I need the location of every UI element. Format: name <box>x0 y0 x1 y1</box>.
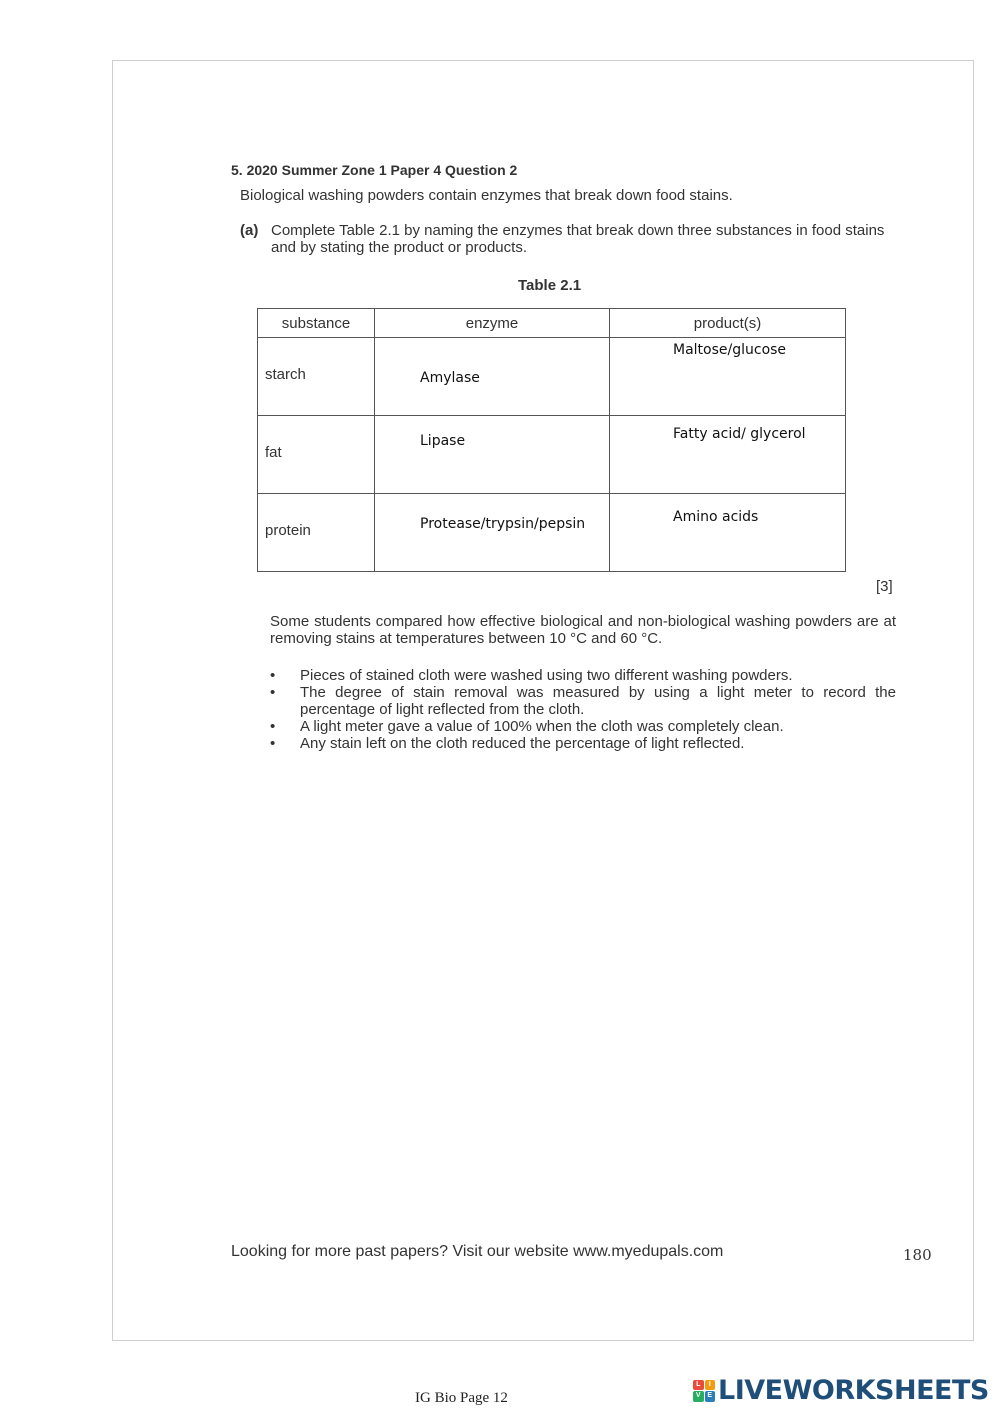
liveworksheets-icon: L I V E <box>693 1380 715 1402</box>
product-answer-cell[interactable] <box>610 338 846 416</box>
table-caption: Table 2.1 <box>518 277 582 294</box>
table-row <box>258 494 846 572</box>
enzyme-answer[interactable]: Amylase <box>420 370 480 386</box>
bullet-icon: • <box>270 718 276 735</box>
list-item: • Any stain left on the cloth reduced the percentage of light reflected. <box>270 735 745 752</box>
page-label: IG Bio Page 12 <box>415 1390 508 1406</box>
product-answer-cell[interactable] <box>610 494 846 572</box>
substance-cell <box>258 494 375 572</box>
header-enzyme: enzyme <box>375 309 610 338</box>
product-answer[interactable]: Fatty acid/ glycerol <box>673 426 806 442</box>
table-row <box>258 416 846 494</box>
question-intro: Biological washing powders contain enzymes that break down food stains. <box>240 187 733 204</box>
header-substance: substance <box>258 309 375 338</box>
substance-text: starch <box>265 366 306 383</box>
list-item: • A light meter gave a value of 100% when the cloth was completely clean. <box>270 718 784 735</box>
list-item: • The degree of stain removal was measured by using a light meter to record the percentage of light reflected from the cloth. <box>270 684 896 718</box>
experiment-paragraph: Some students compared how effective biological and non-biological washing powders are at removing stains at temperatures between 10 °C and 60 °C. <box>270 613 896 647</box>
enzyme-table <box>257 308 846 572</box>
product-answer[interactable]: Maltose/glucose <box>673 342 787 358</box>
bullet-icon: • <box>270 667 276 684</box>
method-bullet-list <box>270 667 896 752</box>
substance-cell <box>258 338 375 416</box>
enzyme-answer-cell[interactable] <box>375 338 610 416</box>
header-products: product(s) <box>610 309 846 338</box>
bullet-icon: • <box>270 735 276 752</box>
marks-label: [3] <box>876 578 893 595</box>
liveworksheets-wordmark: LIVEWORKSHEETS <box>718 1375 989 1406</box>
part-a-label: (a) <box>240 222 259 239</box>
enzyme-answer[interactable]: Lipase <box>420 433 466 449</box>
table-header-row <box>258 309 846 338</box>
product-answer-cell[interactable] <box>610 416 846 494</box>
list-item: • Pieces of stained cloth were washed using two different washing powders. <box>270 667 793 684</box>
page-number: 180 <box>903 1246 932 1264</box>
substance-text: fat <box>265 444 282 461</box>
table-row <box>258 338 846 416</box>
enzyme-answer-cell[interactable] <box>375 416 610 494</box>
liveworksheets-logo[interactable] <box>693 1375 989 1406</box>
substance-cell <box>258 416 375 494</box>
question-heading: 5. 2020 Summer Zone 1 Paper 4 Question 2 <box>231 162 518 178</box>
footer-website-text: Looking for more past papers? Visit our website www.myedupals.com <box>231 1243 724 1260</box>
bullet-icon: • <box>270 684 276 701</box>
substance-text: protein <box>265 522 311 539</box>
enzyme-answer[interactable]: Protease/trypsin/pepsin <box>420 516 586 532</box>
part-a-instructions: Complete Table 2.1 by naming the enzymes that break down three substances in food stains and by stating the product or products. <box>271 222 885 256</box>
enzyme-answer-cell[interactable] <box>375 494 610 572</box>
product-answer[interactable]: Amino acids <box>673 509 759 525</box>
